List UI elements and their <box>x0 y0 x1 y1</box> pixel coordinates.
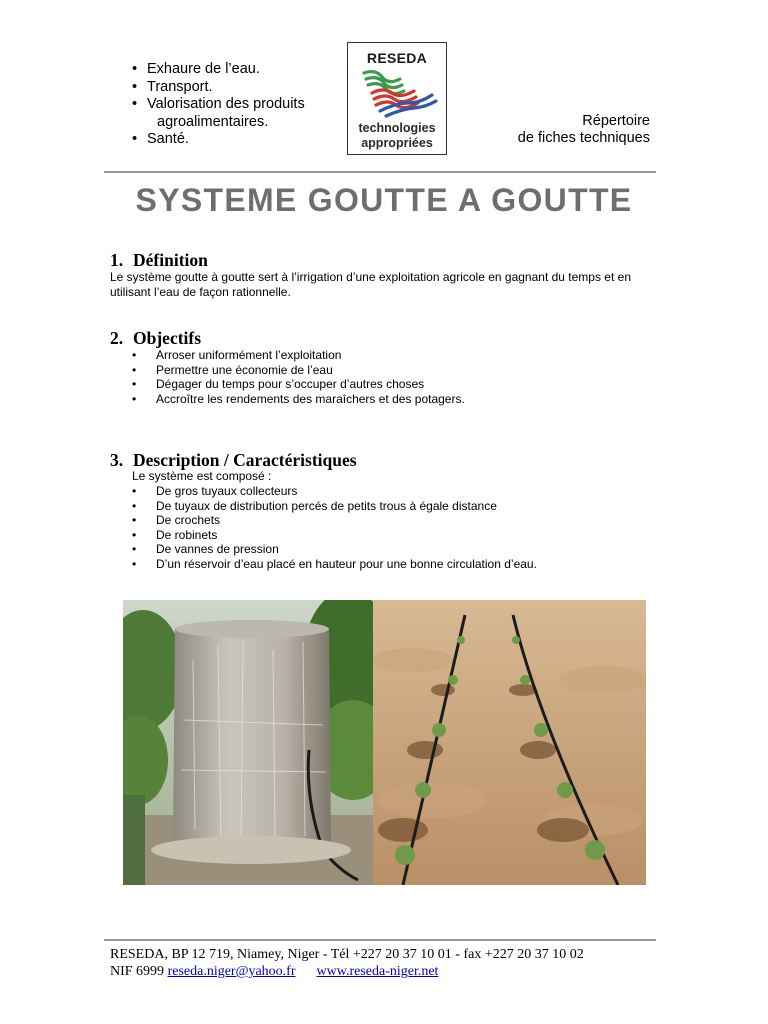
list-item: • Permettre une économie de l’eau <box>132 363 465 378</box>
footer-divider <box>104 939 656 941</box>
definition-text: Le système goutte à goutte sert à l’irrigation d’une exploitation agricole en gagnant du temps et en utilisant l’eau de façon rationnelle. <box>110 270 631 299</box>
topic-item-continuation: agroalimentaires. <box>157 113 269 130</box>
topic-item: • Transport. <box>130 79 305 97</box>
logo-name: RESEDA <box>366 50 428 66</box>
components-list <box>132 484 537 572</box>
drip-irrigation-field-photo <box>373 600 646 885</box>
section-heading-definition: 1. Définition <box>110 250 208 270</box>
logo-tagline: technologies appropriées <box>358 121 436 150</box>
footer-contacts <box>110 964 438 981</box>
topics-list <box>130 61 305 149</box>
email-link[interactable]: reseda.niger@yahoo.fr <box>167 964 296 979</box>
logo-waves-icon <box>358 67 438 119</box>
list-item: • De robinets <box>132 528 537 543</box>
website-link[interactable]: www.reseda-niger.net <box>316 964 439 979</box>
repertoire-label: Répertoire de fiches techniques <box>517 113 650 146</box>
objectives-list <box>132 348 465 406</box>
header-divider <box>104 171 656 173</box>
topic-item: • Santé. <box>130 131 305 149</box>
footer-nif: NIF 6999 <box>110 964 165 979</box>
description-intro: Le système est composé : <box>132 469 272 483</box>
list-item: • De vannes de pression <box>132 542 537 557</box>
list-item: • D’un réservoir d’eau placé en hauteur pour une bonne circulation d’eau. <box>132 557 537 572</box>
list-item: • Accroître les rendements des maraîchers et des potagers. <box>132 392 465 407</box>
page-title: SYSTEME GOUTTE A GOUTTE <box>135 182 633 218</box>
list-item: • De tuyaux de distribution percés de petits trous à égale distance <box>132 499 537 514</box>
footer-address: RESEDA, BP 12 719, Niamey, Niger - Tél +227 20 37 10 01 - fax +227 20 37 10 02 <box>110 947 584 962</box>
topic-item: • Exhaure de l’eau. <box>130 61 305 79</box>
reseda-logo <box>347 42 447 155</box>
list-item: • Arroser uniformément l’exploitation <box>132 348 465 363</box>
section-heading-objectifs: 2. Objectifs <box>110 328 202 348</box>
list-item: • Dégager du temps pour s’occuper d’autres choses <box>132 377 465 392</box>
topic-item: • Valorisation des produits agroalimentaires. <box>130 96 305 131</box>
section-heading-description: 3. Description / Caractéristiques <box>110 450 357 470</box>
water-tank-photo <box>123 600 373 885</box>
list-item: • De gros tuyaux collecteurs <box>132 484 537 499</box>
list-item: • De crochets <box>132 513 537 528</box>
